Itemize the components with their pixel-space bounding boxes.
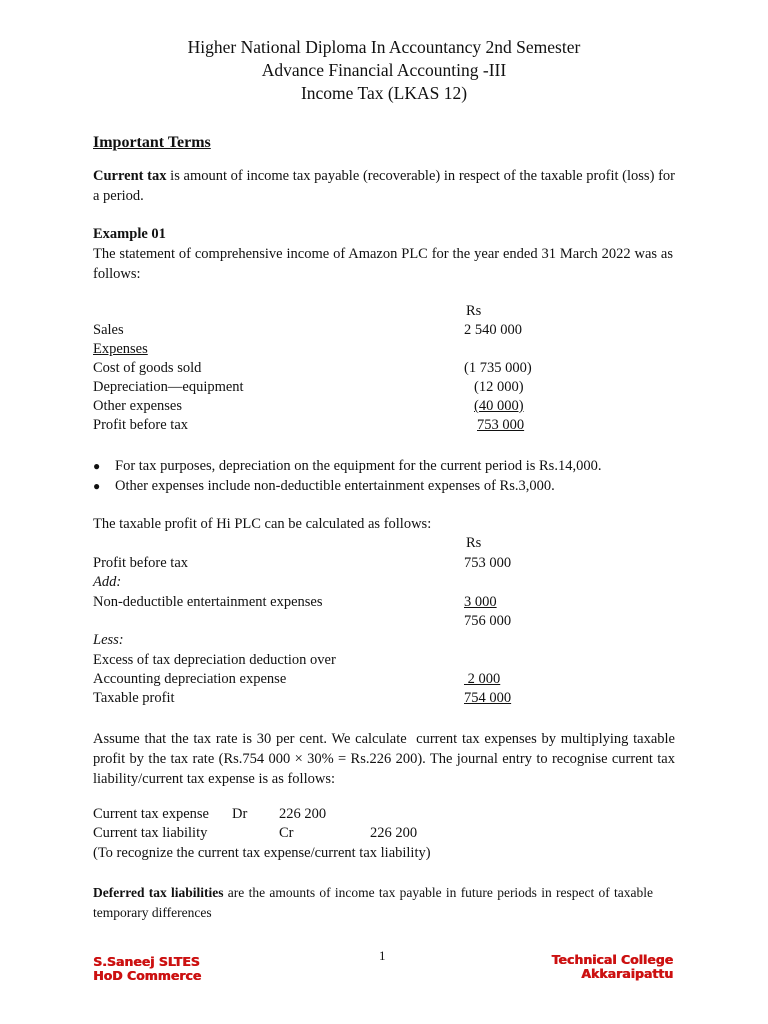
- income-row-label: Depreciation—equipment: [93, 379, 244, 395]
- bullet-text: Other expenses include non-deductible entertainment expenses of Rs.3,000.: [115, 478, 555, 494]
- tax-rate-paragraph: Assume that the tax rate is 30 per cent. We calculate current tax expenses by multiplying taxable profit by the tax rate (Rs.754 000 × 30% = Rs.226 200). The journal entry to recognise current tax liability/current tax expense is as follows:: [93, 731, 679, 787]
- taxable-row-label: Taxable profit: [93, 690, 175, 706]
- income-row-label: Other expenses: [93, 398, 182, 414]
- taxable-row-amount: 753 000: [464, 555, 512, 571]
- bullet-dot-icon: ●: [93, 479, 101, 493]
- journal-credit-side: Cr: [279, 825, 294, 841]
- taxable-row-label: Profit before tax: [93, 555, 189, 571]
- document-title-line-3: Income Tax (LKAS 12): [300, 83, 468, 103]
- income-row-amount: (1 735 000): [464, 360, 532, 376]
- income-row-amount: (12 000): [474, 379, 524, 395]
- document-title-line-2: Advance Financial Accounting -III: [261, 60, 507, 80]
- deferred-tax-term: Deferred tax liabilities: [93, 885, 224, 900]
- taxable-profit-intro: The taxable profit of Hi PLC can be calculated as follows:: [93, 516, 432, 532]
- footer-author: [93, 955, 201, 983]
- current-tax-definition: [93, 166, 675, 206]
- bullet-dot-icon: ●: [93, 459, 101, 473]
- taxable-row-amount: 756 000: [464, 613, 512, 629]
- current-tax-term: Current tax: [93, 168, 167, 184]
- deferred-tax-definition: [93, 883, 653, 923]
- footer-institution: [551, 953, 673, 981]
- journal-credit-amount: 226 200: [370, 825, 418, 841]
- taxable-row-label: Accounting depreciation expense: [93, 671, 287, 687]
- bullet-item: [93, 478, 555, 495]
- journal-debit-amount: 226 200: [279, 806, 327, 822]
- income-row-label: Cost of goods sold: [93, 360, 202, 376]
- journal-narration: (To recognize the current tax expense/current tax liability): [93, 845, 431, 861]
- journal-debit-side: Dr: [232, 806, 248, 822]
- taxable-row-label: Less:: [93, 632, 124, 648]
- footer-institution-name: Technical College: [551, 952, 673, 967]
- important-terms-heading: Important Terms: [93, 134, 211, 151]
- bullet-item: [93, 458, 601, 475]
- taxable-row-amount: 754 000: [464, 690, 512, 706]
- income-row-amount: (40 000): [474, 398, 524, 414]
- bullet-text: For tax purposes, depreciation on the equipment for the current period is Rs.14,000.: [115, 458, 602, 474]
- footer-institution-place: Akkaraipattu: [581, 966, 673, 981]
- income-row-amount: 2 540 000: [464, 322, 522, 338]
- income-row-label: Expenses: [93, 341, 148, 357]
- example-intro: The statement of comprehensive income of Amazon PLC for the year ended 31 March 2022 was as follows:: [93, 246, 673, 282]
- taxable-row-label: Excess of tax depreciation deduction over: [93, 652, 336, 668]
- taxable-row-amount: 3 000: [464, 594, 497, 610]
- deferred-tax-text: are the amounts of income tax payable in future periods in respect of taxable temporary differences: [93, 885, 653, 920]
- income-statement-currency-header: Rs: [466, 303, 482, 319]
- page-number: 1: [379, 948, 386, 963]
- taxable-row-amount: 2 000: [464, 671, 501, 687]
- income-row-amount: 753 000: [477, 417, 525, 433]
- income-row-label: Profit before tax: [93, 417, 189, 433]
- current-tax-text: is amount of income tax payable (recoverable) in respect of the taxable profit (loss) for a period.: [93, 168, 675, 204]
- income-row-label: Sales: [93, 322, 124, 338]
- journal-debit-account: Current tax expense: [93, 806, 209, 822]
- taxable-row-label: Add:: [93, 574, 122, 590]
- example-heading: Example 01: [93, 226, 166, 242]
- journal-credit-account: Current tax liability: [93, 825, 208, 841]
- footer-author-name: S.Saneej SLTES: [93, 954, 200, 969]
- document-title-line-1: Higher National Diploma In Accountancy 2nd Semester: [187, 37, 581, 57]
- footer-author-role: HoD Commerce: [93, 968, 202, 983]
- taxable-row-label: Non-deductible entertainment expenses: [93, 594, 323, 610]
- taxable-profit-currency-header: Rs: [466, 535, 482, 551]
